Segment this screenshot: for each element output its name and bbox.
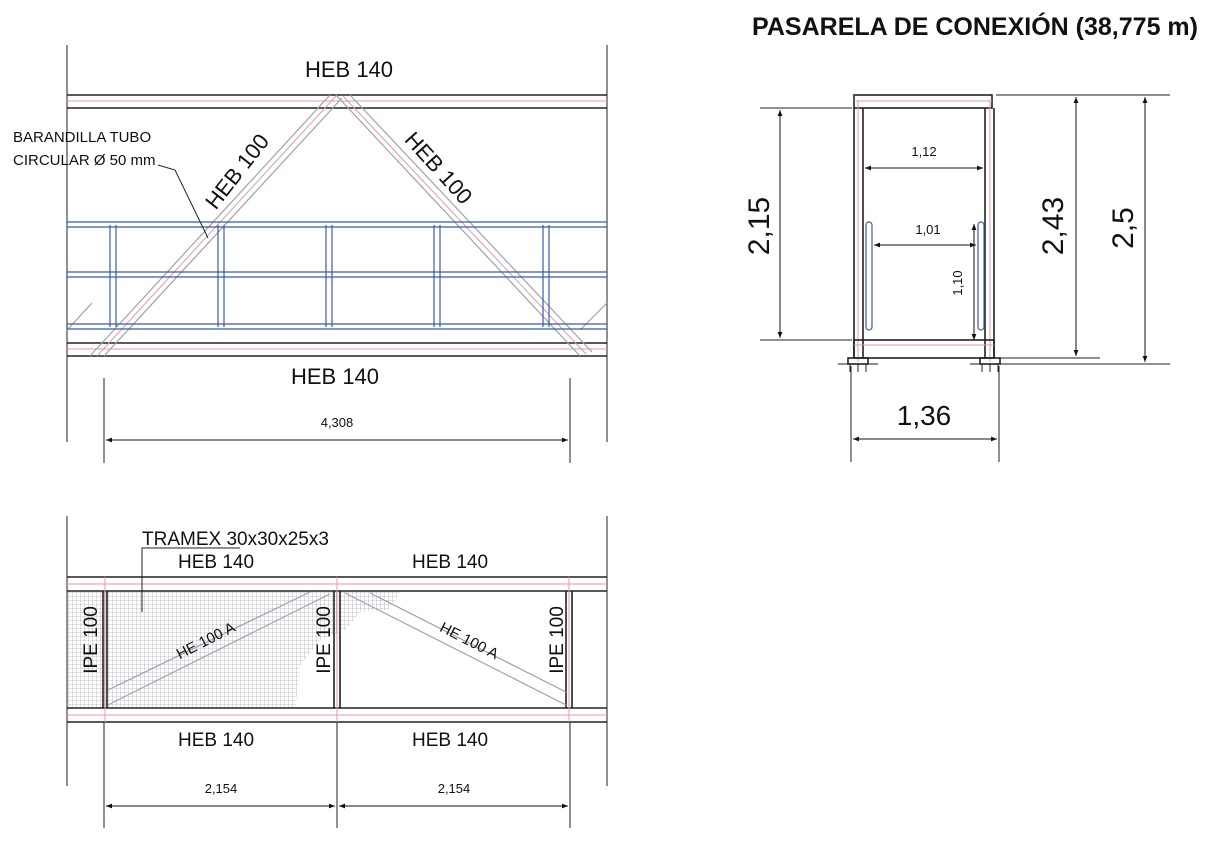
railing-label-line1: BARANDILLA TUBO: [13, 129, 152, 146]
plan-bottom-right-label: HEB 140: [411, 730, 489, 751]
section-base-width: 1,36: [896, 400, 952, 431]
plan-span-right-dimension: 2,154: [437, 781, 471, 796]
grating-label: TRAMEX 30x30x25x3: [142, 529, 329, 550]
section-inner-width-rail: 1,01: [915, 222, 941, 237]
section-height-total: 2,5: [1107, 207, 1140, 249]
plan-top-left-label: HEB 140: [177, 552, 255, 573]
grating-hatch: [67, 592, 400, 708]
diagonal-right-label: HEB 100: [399, 126, 478, 210]
bottom-beam-label: HEB 140: [290, 364, 380, 389]
drawing-title: PASARELA DE CONEXIÓN (38,775 m): [752, 13, 1198, 41]
elevation-view: [13, 45, 607, 463]
section-rail-height: 1,10: [950, 270, 965, 296]
plan-diagonal-2-label: HE 100 A: [436, 619, 502, 663]
post-1-label: IPE 100: [81, 606, 102, 674]
elevation-span-dimension: 4,308: [320, 415, 354, 430]
right-railing: [978, 222, 984, 330]
post-2-label: IPE 100: [314, 606, 335, 674]
plan-view: [67, 516, 607, 828]
plan-top-right-label: HEB 140: [411, 552, 489, 573]
cross-section-view: [743, 95, 1170, 462]
diagonal-left-label: HEB 100: [200, 128, 275, 214]
railing-label-line2: CIRCULAR Ø 50 mm: [13, 152, 156, 169]
section-clear-height: 2,15: [743, 196, 776, 256]
post-3-label: IPE 100: [547, 606, 568, 674]
railing: [67, 222, 607, 329]
plan-diagonal-1-label: HE 100 A: [173, 619, 239, 663]
plan-span-left-dimension: 2,154: [204, 781, 238, 796]
top-beam-label: HEB 140: [304, 57, 394, 82]
section-inner-width-top: 1,12: [911, 144, 937, 159]
plan-bottom-left-label: HEB 140: [177, 730, 255, 751]
section-height-mid: 2,43: [1037, 196, 1070, 256]
left-railing: [866, 222, 872, 330]
